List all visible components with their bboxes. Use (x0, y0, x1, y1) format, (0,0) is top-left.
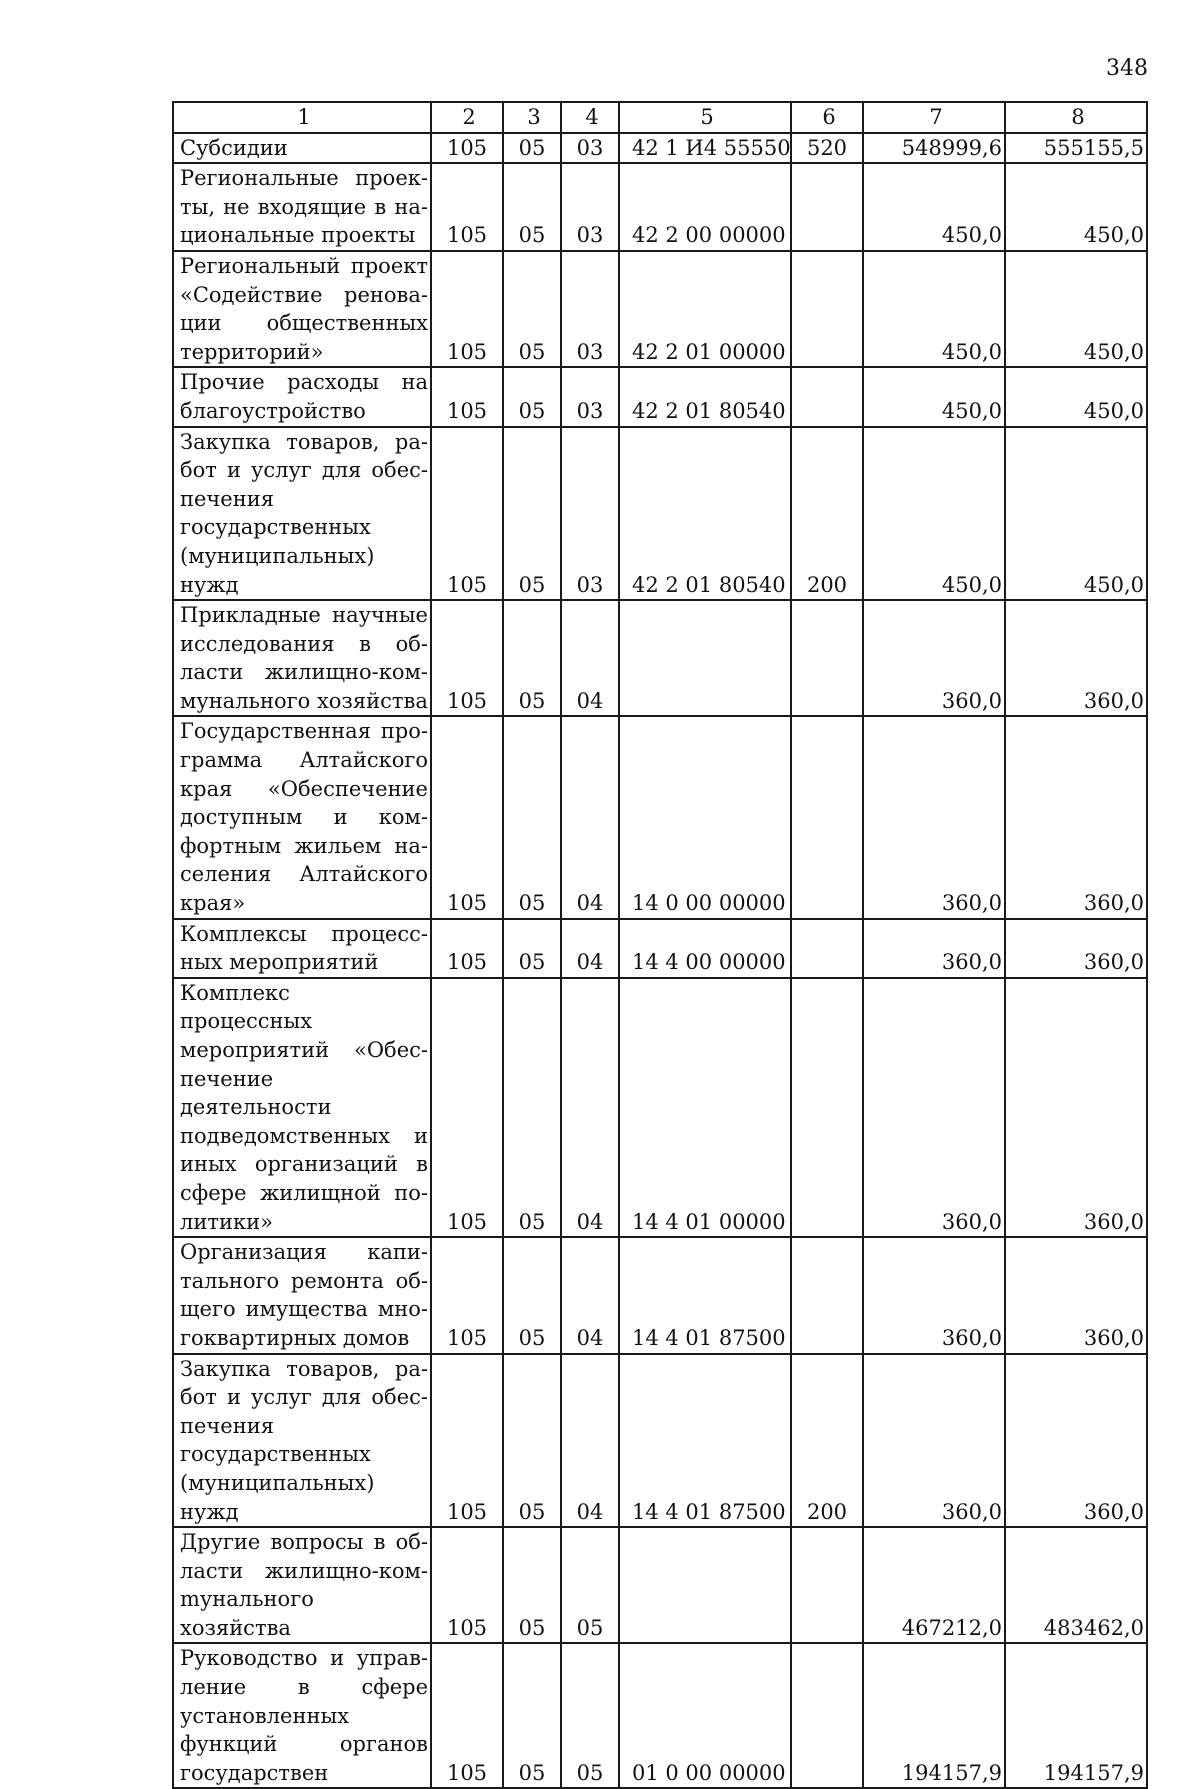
row-col3: 05 (503, 1643, 561, 1788)
row-col4: 05 (561, 1643, 619, 1788)
row-col8: 194157,9 (1005, 1643, 1147, 1788)
table-row (173, 1354, 1147, 1528)
row-name: Закупка товаров, работ и услуг для обеспечения государственных (муниципальных) нужд (173, 1354, 431, 1528)
row-name: Региональный проект «Содействие реновации общественных территорий» (173, 251, 431, 367)
row-col2: 105 (431, 600, 503, 716)
row-col6 (791, 163, 863, 251)
row-col8: 360,0 (1005, 600, 1147, 716)
row-col6: 520 (791, 133, 863, 164)
row-col6 (791, 919, 863, 978)
row-col3: 05 (503, 163, 561, 251)
row-name: Комплексы процессных мероприятий (173, 919, 431, 978)
row-col6 (791, 1527, 863, 1643)
row-col2: 105 (431, 367, 503, 426)
row-col6 (791, 1237, 863, 1353)
row-col3: 05 (503, 919, 561, 978)
row-name: Комплекс процессных мероприятий «Обеспечение деятельности подведомственных и иных организаций в сфере жилищной политики» (173, 978, 431, 1237)
row-name: Прикладные научные исследования в области жилищно-коммунального хозяйства (173, 600, 431, 716)
row-col7: 360,0 (863, 716, 1005, 918)
table-row (173, 716, 1147, 918)
column-header-8: 8 (1005, 102, 1147, 133)
row-col4: 04 (561, 919, 619, 978)
row-name: Региональные проекты, не входящие в национальные проекты (173, 163, 431, 251)
row-col2: 105 (431, 133, 503, 164)
row-col5 (619, 600, 791, 716)
table-row (173, 163, 1147, 251)
row-col2: 105 (431, 251, 503, 367)
row-col8: 450,0 (1005, 251, 1147, 367)
row-col5: 42 2 01 80540 (619, 427, 791, 601)
row-col7: 360,0 (863, 919, 1005, 978)
row-col4: 03 (561, 133, 619, 164)
row-col6: 200 (791, 427, 863, 601)
table-row (173, 1237, 1147, 1353)
table-row (173, 133, 1147, 164)
row-col3: 05 (503, 1527, 561, 1643)
row-col4: 04 (561, 978, 619, 1237)
row-name: Другие вопросы в области жилищно-комmунального хозяйства (173, 1527, 431, 1643)
row-col6 (791, 600, 863, 716)
row-col7: 450,0 (863, 427, 1005, 601)
row-col8: 360,0 (1005, 716, 1147, 918)
row-col6 (791, 978, 863, 1237)
table-header (173, 102, 1147, 133)
row-col8: 360,0 (1005, 919, 1147, 978)
row-col5: 14 0 00 00000 (619, 716, 791, 918)
row-col8: 450,0 (1005, 427, 1147, 601)
row-col2: 105 (431, 716, 503, 918)
row-col2: 105 (431, 919, 503, 978)
row-col5: 42 2 00 00000 (619, 163, 791, 251)
row-col7: 194157,9 (863, 1643, 1005, 1788)
row-col2: 105 (431, 978, 503, 1237)
header-row (173, 102, 1147, 133)
row-col2: 105 (431, 163, 503, 251)
row-col3: 05 (503, 427, 561, 601)
row-col7: 360,0 (863, 600, 1005, 716)
column-header-1: 1 (173, 102, 431, 133)
row-col5: 42 1 И4 55550 (619, 133, 791, 164)
row-col6 (791, 251, 863, 367)
row-col4: 04 (561, 600, 619, 716)
row-col3: 05 (503, 600, 561, 716)
row-col5: 42 2 01 00000 (619, 251, 791, 367)
row-name: Руководство и управление в сфере установленных функций органов государствен (173, 1643, 431, 1788)
row-name: Прочие расходы на благоустройство (173, 367, 431, 426)
row-col4: 03 (561, 367, 619, 426)
row-col2: 105 (431, 1643, 503, 1788)
row-col3: 05 (503, 978, 561, 1237)
table-row (173, 919, 1147, 978)
row-col7: 450,0 (863, 367, 1005, 426)
column-header-4: 4 (561, 102, 619, 133)
row-col4: 03 (561, 163, 619, 251)
row-col2: 105 (431, 427, 503, 601)
budget-table (172, 101, 1148, 1789)
row-col5: 42 2 01 80540 (619, 367, 791, 426)
table-row (173, 1643, 1147, 1788)
row-col8: 450,0 (1005, 163, 1147, 251)
row-col4: 03 (561, 251, 619, 367)
table-row (173, 600, 1147, 716)
row-col4: 04 (561, 1237, 619, 1353)
row-col3: 05 (503, 1237, 561, 1353)
row-col7: 467212,0 (863, 1527, 1005, 1643)
row-name: Субсидии (173, 133, 431, 164)
row-col7: 450,0 (863, 163, 1005, 251)
table-row (173, 367, 1147, 426)
row-name: Закупка товаров, работ и услуг для обеспечения государственных (муниципальных) нужд (173, 427, 431, 601)
row-col8: 555155,5 (1005, 133, 1147, 164)
row-col8: 483462,0 (1005, 1527, 1147, 1643)
row-col7: 360,0 (863, 1354, 1005, 1528)
row-col3: 05 (503, 716, 561, 918)
row-col5: 14 4 00 00000 (619, 919, 791, 978)
row-col5: 14 4 01 00000 (619, 978, 791, 1237)
column-header-5: 5 (619, 102, 791, 133)
row-col3: 05 (503, 251, 561, 367)
row-col7: 548999,6 (863, 133, 1005, 164)
row-col4: 04 (561, 1354, 619, 1528)
row-col3: 05 (503, 1354, 561, 1528)
row-col2: 105 (431, 1527, 503, 1643)
row-col4: 04 (561, 716, 619, 918)
column-header-3: 3 (503, 102, 561, 133)
row-col7: 360,0 (863, 1237, 1005, 1353)
row-name: Государственная программа Алтайского края «Обеспечение доступным и комфортным жильем населения Алтайского края» (173, 716, 431, 918)
row-col8: 360,0 (1005, 978, 1147, 1237)
row-col7: 360,0 (863, 978, 1005, 1237)
row-col3: 05 (503, 367, 561, 426)
table-row (173, 1527, 1147, 1643)
row-col2: 105 (431, 1237, 503, 1353)
row-col3: 05 (503, 133, 561, 164)
page-number: 348 (1106, 56, 1148, 81)
row-col8: 450,0 (1005, 367, 1147, 426)
column-header-7: 7 (863, 102, 1005, 133)
row-col8: 360,0 (1005, 1237, 1147, 1353)
row-col8: 360,0 (1005, 1354, 1147, 1528)
table-body (173, 133, 1147, 1789)
row-col5: 14 4 01 87500 (619, 1237, 791, 1353)
row-col4: 05 (561, 1527, 619, 1643)
row-col6 (791, 1643, 863, 1788)
column-header-2: 2 (431, 102, 503, 133)
table-row (173, 978, 1147, 1237)
table-row (173, 251, 1147, 367)
row-col4: 03 (561, 427, 619, 601)
row-name: Организация капитального ремонта общего имущества многоквартирных домов (173, 1237, 431, 1353)
row-col2: 105 (431, 1354, 503, 1528)
table-row (173, 427, 1147, 601)
row-col6 (791, 367, 863, 426)
row-col7: 450,0 (863, 251, 1005, 367)
column-header-6: 6 (791, 102, 863, 133)
row-col5 (619, 1527, 791, 1643)
row-col6 (791, 716, 863, 918)
row-col6: 200 (791, 1354, 863, 1528)
row-col5: 01 0 00 00000 (619, 1643, 791, 1788)
row-col5: 14 4 01 87500 (619, 1354, 791, 1528)
